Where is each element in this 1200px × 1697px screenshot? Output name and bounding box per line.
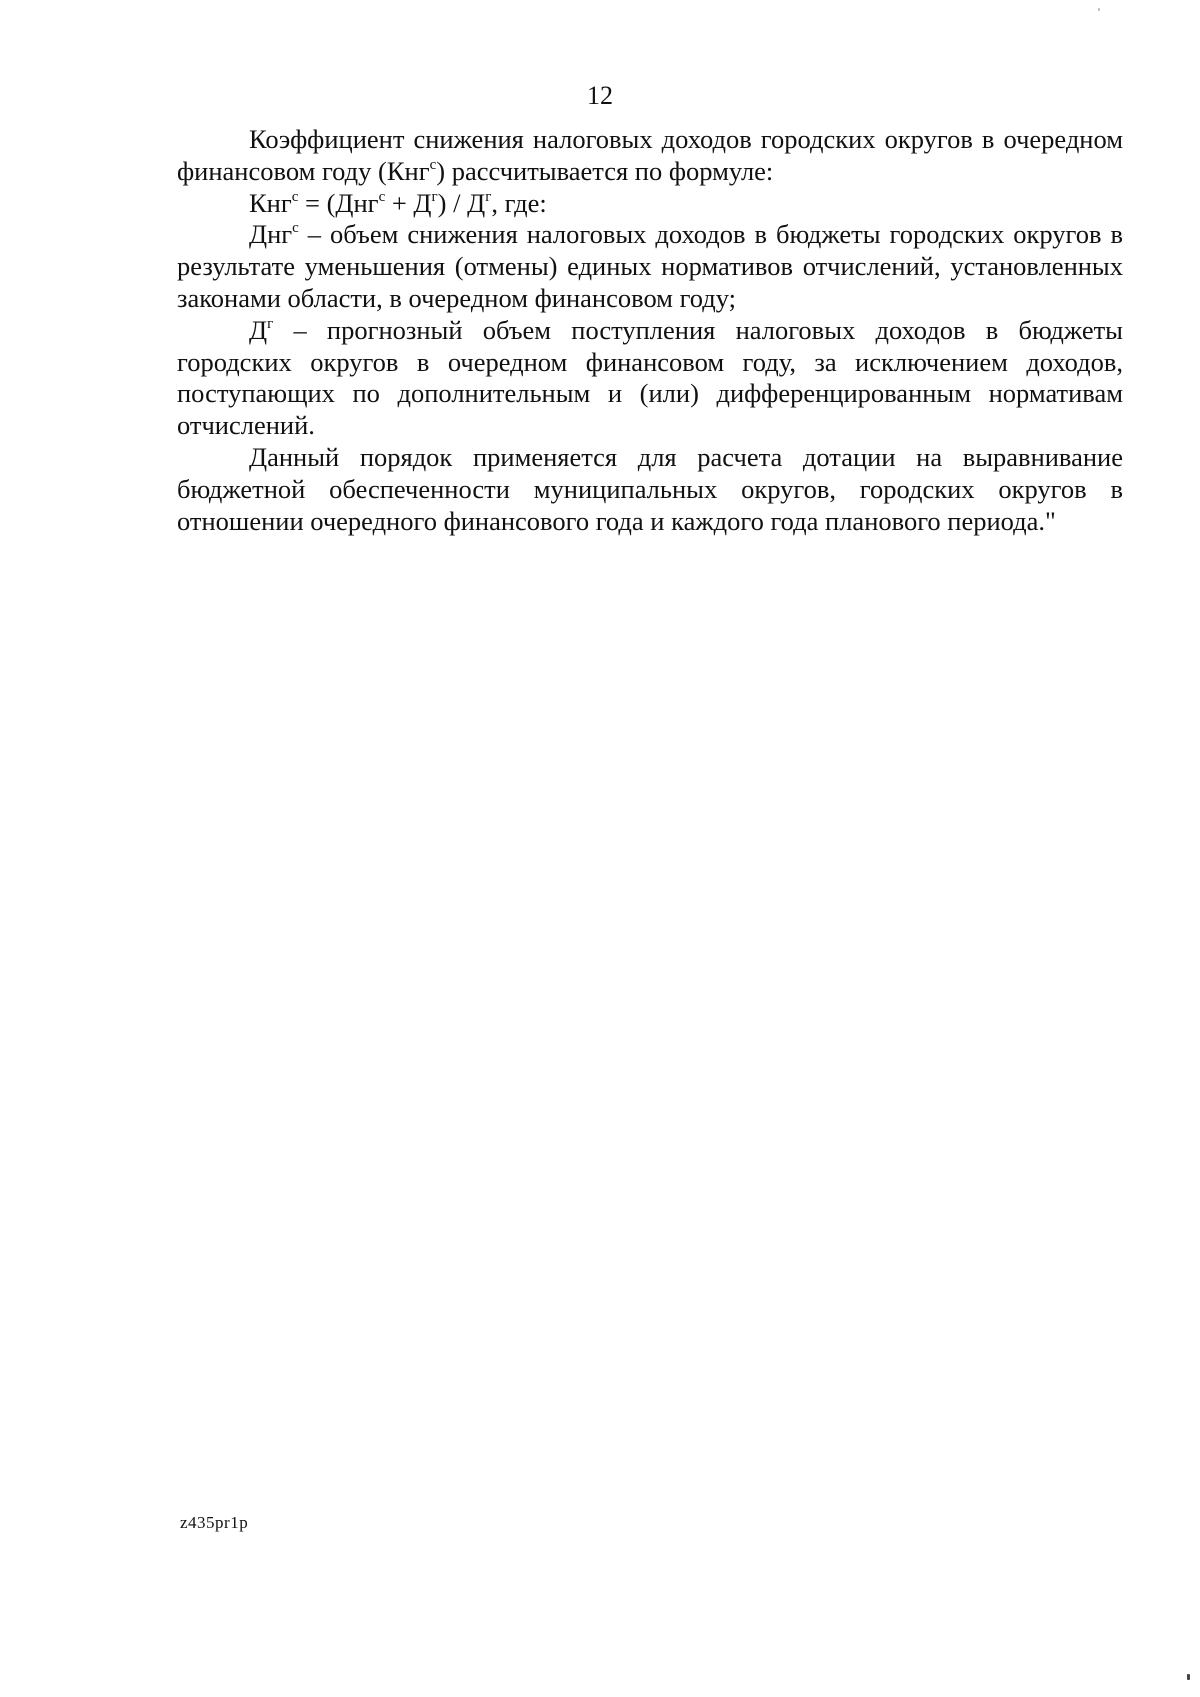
superscript: г — [431, 188, 438, 205]
paragraph-text: Данный порядок применяется для расчета дотации на выравнивание бюджетной обеспеченности муниципальных округов, городских округов в отношении очередного финансового года и каждого года планового периода." — [177, 441, 1123, 536]
definition-term: Днг — [249, 219, 293, 250]
superscript: с — [378, 188, 386, 205]
formula-part: Кнг — [249, 187, 292, 218]
page-number: 12 — [587, 81, 613, 110]
definition-dg — [177, 315, 1123, 442]
definition-text: – объем снижения налоговых доходов в бюджеты городских округов в результате уменьшения (отмены) единых нормативов отчислений, установленных законами области, в очередном финансовом году; — [177, 219, 1123, 313]
scan-speck — [1187, 1674, 1190, 1680]
superscript: г — [485, 188, 492, 205]
superscript: с — [429, 156, 437, 173]
definition-dng — [177, 219, 1123, 314]
superscript: с — [291, 188, 299, 205]
definition-text: – прогнозный объем поступления налоговых доходов в бюджеты городских округов в очередном финансовом году, за исключением доходов, поступающих по дополнительным и (или) дифференцированным нормативам отчислений. — [177, 314, 1123, 441]
superscript: г — [267, 315, 274, 332]
document-body — [177, 124, 1123, 537]
formula-line — [177, 188, 1123, 220]
formula-part: + Д — [385, 187, 432, 218]
definition-term: Д — [249, 314, 268, 345]
document-code: z435pr1p — [180, 1513, 249, 1532]
paragraph-closing — [177, 442, 1123, 537]
scan-speck — [1098, 8, 1100, 11]
paragraph-coefficient-intro — [177, 124, 1123, 188]
formula-part: ) / Д — [437, 187, 486, 218]
superscript: с — [292, 220, 299, 237]
paragraph-text: Коэффициент снижения налоговых доходов городских округов в очередном финансовом году (Кнг — [177, 124, 1123, 186]
paragraph-text: ) рассчитывается по формуле: — [436, 155, 774, 186]
formula-part: = (Днг — [298, 187, 379, 218]
formula-part: , где: — [491, 187, 547, 218]
